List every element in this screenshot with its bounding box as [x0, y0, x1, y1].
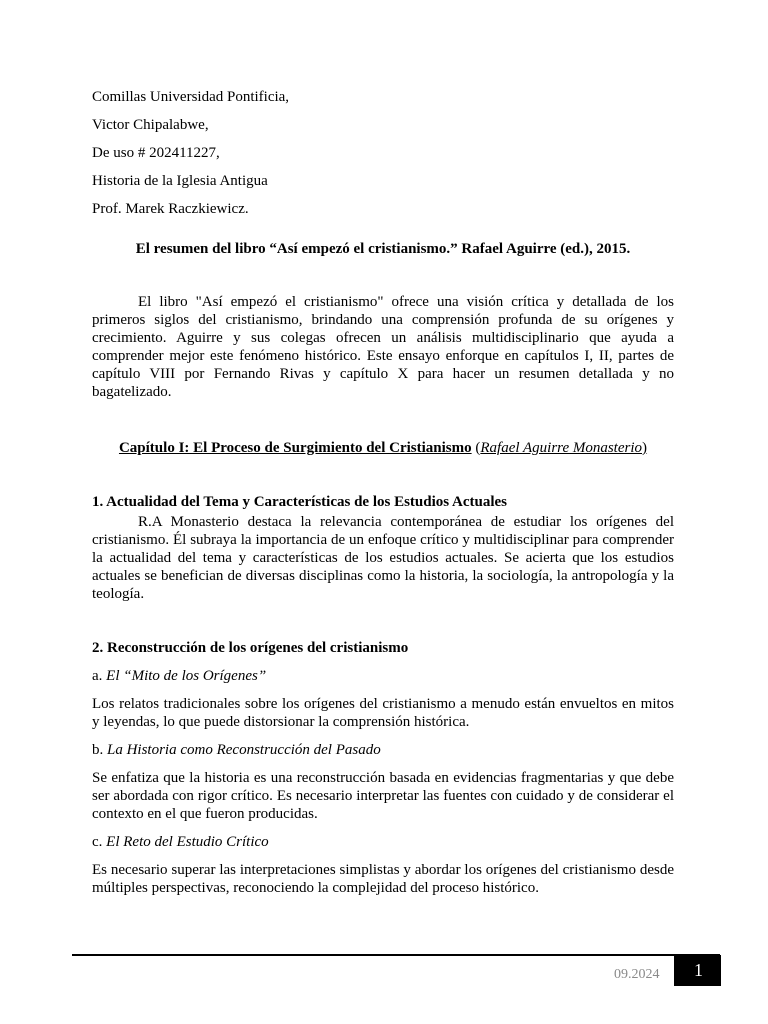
subsection-c-letter: c. — [92, 834, 107, 850]
chapter-author: Rafael Aguirre Monasterio — [480, 440, 643, 456]
subsection-a-title: El “Mito de los Orígenes” — [106, 668, 267, 684]
subsection-c-heading — [92, 833, 674, 851]
section-2-heading: 2. Reconstrucción de los orígenes del cristianismo — [92, 640, 409, 656]
footer-divider — [72, 954, 720, 956]
intro-paragraph: El libro "Así empezó el cristianismo" ofrece una visión crítica y detallada de los primeros siglos del cristianismo, brindando una comprensión profunda de su orígenes y crecimiento. Aguirre y sus colegas ofrecen un análisis multidisciplinario que ayuda a comprender mejor este fenómeno histórico. Este ensayo enforque en capítulos I, II, partes de capítulo VIII por Fernando Rivas y capítulo X para hacer un resumen detallada y no bagatelizado. — [92, 294, 674, 400]
author-header — [92, 88, 674, 218]
section-1-heading: 1. Actualidad del Tema y Características de los Estudios Actuales — [92, 494, 508, 510]
subsection-a-letter: a. — [92, 668, 107, 684]
header-course: Historia de la Iglesia Antigua — [92, 173, 268, 189]
subsection-c-paragraph: Es necesario superar las interpretaciones simplistas y abordar los orígenes del cristianismo desde múltiples perspectivas, reconociendo la complejidad del proceso histórico. — [92, 862, 674, 896]
subsection-c-title: El Reto del Estudio Crítico — [106, 834, 269, 850]
subsection-a-heading — [92, 667, 674, 685]
subsection-a-paragraph: Los relatos tradicionales sobre los orígenes del cristianismo a menudo están envueltos en mitos y leyendas, lo que puede distorsionar la comprensión histórica. — [92, 696, 674, 730]
header-student: Victor Chipalabwe, — [92, 117, 209, 133]
section-1-paragraph: R.A Monasterio destaca la relevancia contemporánea de estudiar los orígenes del cristianismo. Él subraya la importancia de un enfoque crítico y multidisciplinar para comprender la actualidad del tema y características de los estudios actuales. Se acierta que los estudios actuales se benefician de diversas disciplinas como la historia, la sociología, la antropología y la teología. — [92, 514, 674, 602]
subsection-b-paragraph: Se enfatiza que la historia es una reconstrucción basada en evidencias fragmentarias y que debe ser abordada con rigor crítico. Es necesario interpretar las fuentes con cuidado y de considerar el contexto en el que fueron producidas. — [92, 770, 674, 822]
header-institution: Comillas Universidad Pontificia, — [92, 89, 290, 105]
chapter-heading — [92, 439, 674, 457]
subsection-b-heading — [92, 741, 674, 759]
page-number-box — [674, 955, 721, 986]
page-content — [92, 88, 674, 897]
header-id: De uso # 202411227, — [92, 145, 220, 161]
header-professor: Prof. Marek Raczkiewicz. — [92, 201, 249, 217]
chapter-title: Capítulo I: El Proceso de Surgimiento del Cristianismo — [118, 440, 472, 456]
subsection-b-letter: b. — [92, 742, 107, 758]
chapter-close-paren: ) — [642, 440, 648, 456]
footer-date: 09.2024 — [614, 967, 660, 982]
subsection-b-title: La Historia como Reconstrucción del Pasado — [107, 742, 381, 758]
page-number: 1 — [694, 960, 703, 980]
chapter-open-paren: ( — [471, 440, 481, 456]
document-title: El resumen del libro “Así empezó el cristianismo.” Rafael Aguirre (ed.), 2015. — [135, 241, 631, 257]
